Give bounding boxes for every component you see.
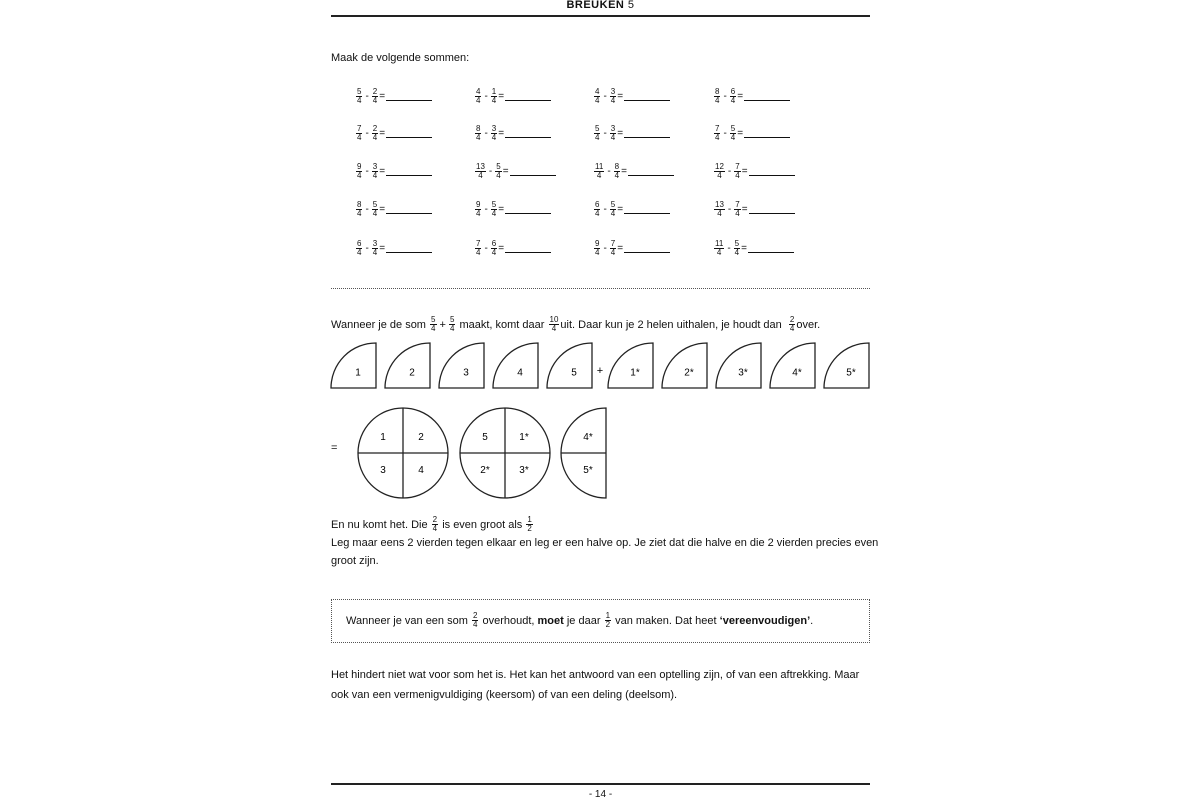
quarter-circle-label: 3	[463, 367, 469, 379]
exercise-equals: =	[741, 243, 747, 254]
answer-blank[interactable]	[505, 244, 551, 253]
answer-blank[interactable]	[749, 205, 795, 214]
answer-blank[interactable]	[505, 205, 551, 214]
exercise-item	[474, 201, 551, 218]
quarter-circle	[331, 343, 376, 388]
circle1-label-4: 4	[418, 465, 424, 476]
exercise-fraction-b: $\frac{5}{4}$	[372, 200, 378, 218]
rule-bold-moet: moet	[537, 614, 564, 627]
quarter-circle-label: 4	[517, 367, 523, 379]
exercise-operator: -	[603, 243, 607, 254]
exercise-fraction-b: $\frac{5}{4}$	[734, 239, 740, 257]
exercise-equals: =	[498, 128, 505, 139]
exercise-operator: -	[365, 128, 369, 139]
half-circle-label-1: 4*	[583, 432, 593, 443]
exercise-fraction-a: $\frac{12}{4}$	[715, 162, 724, 180]
rule-part3: je daar	[566, 614, 601, 627]
exercise-equals: =	[621, 166, 627, 177]
explanation-part4: over.	[796, 318, 821, 331]
rule-part2: overhoudt,	[482, 614, 535, 627]
instruction-text: Maak de volgende sommen:	[331, 52, 470, 64]
exercise-fraction-a: $\frac{8}{4}$	[715, 87, 720, 105]
answer-blank[interactable]	[510, 167, 556, 176]
exercise-operator: -	[727, 166, 732, 177]
page-number: - 14 -	[588, 789, 613, 800]
exercise-fraction-a: $\frac{11}{4}$	[595, 162, 604, 180]
quarter-circle	[824, 343, 869, 388]
compare-fraction-2-4: $\frac{2}{4}$	[432, 515, 438, 533]
exercise-fraction-b: $\frac{7}{4}$	[735, 162, 740, 180]
exercise-equals: =	[617, 204, 624, 215]
answer-blank[interactable]	[386, 129, 432, 138]
header-chapter-number: 5	[627, 0, 635, 11]
exercise-fraction-a: $\frac{4}{4}$	[476, 87, 481, 105]
paragraph1-line1: Leg maar eens 2 vierden tegen elkaar en leg er een halve op. Je ziet dat die halve en die 2 vierden precies even	[331, 537, 879, 549]
answer-blank[interactable]	[628, 167, 674, 176]
exercise-item	[593, 163, 674, 180]
quarter-circle	[493, 343, 538, 388]
quarters-row	[325, 338, 875, 394]
exercise-item	[355, 125, 432, 142]
quarter-circle	[547, 343, 592, 388]
footer-rule	[331, 783, 870, 785]
circle1-label-1: 1	[380, 432, 386, 443]
exercise-item	[713, 201, 795, 218]
quarter-circle	[608, 343, 653, 388]
exercise-fraction-b: $\frac{5}{4}$	[610, 200, 616, 218]
quarter-circle	[716, 343, 761, 388]
exercise-operator: -	[603, 204, 607, 215]
exercise-operator: -	[365, 166, 369, 177]
compare-line	[331, 516, 534, 533]
exercise-item	[355, 163, 432, 180]
half-circle	[561, 408, 606, 498]
rule-end: .	[810, 614, 814, 627]
exercise-equals: =	[741, 166, 748, 177]
paragraph1-line2: groot zijn.	[331, 555, 379, 567]
exercise-fraction-a: $\frac{13}{4}$	[476, 162, 485, 180]
compare-part2: is even groot als	[442, 518, 523, 531]
quarter-circle-label: 1	[355, 367, 361, 379]
explanation-line	[331, 316, 820, 333]
header-title	[331, 0, 870, 11]
quarter-circle-label: 3*	[738, 367, 748, 379]
rule-fraction-1-2: $\frac{1}{2}$	[605, 611, 611, 629]
quarters-plus-sign: +	[596, 365, 604, 377]
fraction-5-4-b: $\frac{5}{4}$	[449, 315, 455, 333]
exercise-equals: =	[379, 166, 386, 177]
exercise-equals: =	[379, 128, 386, 139]
exercise-fraction-b: $\frac{3}{4}$	[610, 124, 616, 142]
answer-blank[interactable]	[624, 205, 670, 214]
answer-blank[interactable]	[748, 244, 794, 253]
exercise-fraction-b: $\frac{2}{4}$	[372, 124, 378, 142]
circle1-label-2: 2	[418, 432, 424, 443]
exercise-fraction-b: $\frac{5}{4}$	[496, 162, 501, 180]
exercise-operator: -	[484, 91, 488, 102]
exercise-item	[713, 240, 794, 257]
exercise-fraction-b: $\frac{1}{4}$	[491, 87, 497, 105]
exercise-fraction-a: $\frac{7}{4}$	[476, 239, 481, 257]
section-divider	[331, 288, 870, 289]
exercise-fraction-a: $\frac{6}{4}$	[357, 239, 362, 257]
answer-blank[interactable]	[386, 205, 432, 214]
exercise-fraction-a: $\frac{7}{4}$	[715, 124, 720, 142]
exercise-operator: -	[488, 166, 493, 177]
quarter-circle	[385, 343, 430, 388]
circle2-label-4: 3*	[519, 465, 529, 476]
answer-blank[interactable]	[749, 167, 795, 176]
quarter-circle-label: 2	[409, 367, 415, 379]
explanation-part1: Wanneer je de som	[331, 318, 426, 331]
exercise-equals: =	[737, 91, 744, 102]
exercise-equals: =	[737, 128, 744, 139]
fraction-2-4: $\frac{2}{4}$	[789, 315, 795, 333]
rule-part4: van maken. Dat heet	[615, 614, 717, 627]
exercise-item	[355, 88, 432, 105]
exercise-item	[593, 125, 670, 142]
exercise-item	[713, 125, 790, 142]
fraction-5-4: $\frac{5}{4}$	[431, 315, 436, 333]
quarter-circle	[439, 343, 484, 388]
rule-part1: Wanneer je van een som	[346, 614, 468, 627]
exercise-item	[474, 240, 551, 257]
exercise-item	[713, 88, 790, 105]
exercise-item	[713, 163, 795, 180]
whole-circle-1	[358, 408, 448, 498]
answer-blank[interactable]	[386, 167, 432, 176]
quarter-circle-label: 1*	[630, 367, 640, 379]
quarter-circle-label: 5*	[846, 367, 856, 379]
rule-box	[331, 599, 870, 643]
exercise-operator: -	[727, 204, 732, 215]
compare-fraction-1-2: $\frac{1}{2}$	[527, 515, 532, 533]
exercise-fraction-b: $\frac{5}{4}$	[730, 124, 736, 142]
explanation-part3: uit. Daar kun je 2 helen uithalen, je houdt dan	[560, 318, 782, 331]
exercise-fraction-b: $\frac{8}{4}$	[614, 162, 620, 180]
exercise-fraction-b: $\frac{3}{4}$	[491, 124, 497, 142]
exercise-fraction-a: $\frac{7}{4}$	[357, 124, 362, 142]
header-title-text: BREUKEN	[566, 0, 625, 11]
quarter-circle-label: 4*	[792, 367, 802, 379]
fraction-10-4: $\frac{10}{4}$	[549, 315, 559, 333]
exercise-fraction-a: $\frac{6}{4}$	[595, 200, 600, 218]
exercise-operator: -	[607, 166, 611, 177]
exercise-item	[474, 125, 551, 142]
paragraph2-line2: ook van een vermenigvuldiging (keersom) of van een deling (deelsom).	[331, 689, 678, 701]
exercise-fraction-a: $\frac{9}{4}$	[476, 200, 481, 218]
exercise-operator: -	[365, 91, 369, 102]
exercise-item	[593, 88, 670, 105]
exercise-equals: =	[498, 91, 505, 102]
exercise-item	[593, 240, 670, 257]
exercise-item	[355, 201, 432, 218]
exercise-equals: =	[617, 128, 624, 139]
circle2-label-3: 2*	[480, 465, 490, 476]
exercise-fraction-a: $\frac{4}{4}$	[595, 87, 600, 105]
answer-blank[interactable]	[505, 92, 551, 101]
exercise-item	[593, 201, 670, 218]
exercise-equals: =	[617, 91, 624, 102]
rule-term: ‘vereenvoudigen’	[719, 614, 811, 627]
explanation-part2: maakt, komt daar	[459, 318, 545, 331]
answer-blank[interactable]	[624, 92, 670, 101]
exercise-operator: -	[603, 128, 607, 139]
quarter-circle	[770, 343, 815, 388]
answer-blank[interactable]	[624, 129, 670, 138]
exercise-fraction-b: $\frac{7}{4}$	[735, 200, 740, 218]
exercise-operator: -	[484, 243, 488, 254]
exercise-fraction-a: $\frac{9}{4}$	[595, 239, 600, 257]
exercise-equals: =	[741, 204, 748, 215]
exercise-equals: =	[617, 243, 624, 254]
exercise-fraction-a: $\frac{8}{4}$	[357, 200, 362, 218]
exercise-equals: =	[379, 91, 386, 102]
exercise-fraction-a: $\frac{11}{4}$	[715, 239, 724, 257]
rule-fraction-2-4: $\frac{2}{4}$	[472, 611, 478, 629]
exercise-operator: -	[365, 204, 369, 215]
exercise-item	[355, 240, 432, 257]
exercise-equals: =	[502, 166, 509, 177]
header-rule	[331, 15, 870, 17]
quarter-circle	[662, 343, 707, 388]
exercise-operator: -	[723, 91, 727, 102]
whole-circle-2	[460, 408, 550, 498]
exercise-fraction-b: $\frac{5}{4}$	[491, 200, 497, 218]
exercise-item	[474, 88, 551, 105]
exercise-fraction-b: $\frac{3}{4}$	[610, 87, 616, 105]
answer-blank[interactable]	[505, 129, 551, 138]
exercise-fraction-b: $\frac{3}{4}$	[372, 162, 378, 180]
circles-diagram	[355, 405, 615, 503]
exercise-fraction-a: $\frac{13}{4}$	[715, 200, 724, 218]
exercise-equals: =	[379, 204, 386, 215]
exercise-operator: -	[723, 128, 727, 139]
exercise-equals: =	[379, 243, 386, 254]
exercise-operator: -	[365, 243, 369, 254]
exercise-equals: =	[498, 243, 505, 254]
exercise-fraction-a: $\frac{8}{4}$	[476, 124, 481, 142]
half-circle-label-2: 5*	[583, 465, 593, 476]
answer-blank[interactable]	[386, 92, 432, 101]
circles-equals-sign: =	[331, 442, 338, 454]
exercise-operator: -	[484, 128, 488, 139]
exercise-operator: -	[484, 204, 488, 215]
exercise-fraction-b: $\frac{3}{4}$	[372, 239, 378, 257]
exercise-fraction-b: $\frac{2}{4}$	[372, 87, 378, 105]
circle2-label-2: 1*	[519, 432, 529, 443]
answer-blank[interactable]	[624, 244, 670, 253]
exercise-fraction-a: $\frac{9}{4}$	[357, 162, 362, 180]
rule-box-text	[346, 612, 813, 629]
paragraph2-line1: Het hindert niet wat voor som het is. Het kan het antwoord van een optelling zijn, of van een aftrekking. Maar	[331, 669, 860, 681]
exercise-equals: =	[498, 204, 505, 215]
answer-blank[interactable]	[744, 92, 790, 101]
exercise-fraction-b: $\frac{6}{4}$	[491, 239, 497, 257]
exercise-operator: -	[727, 243, 731, 254]
answer-blank[interactable]	[744, 129, 790, 138]
exercise-fraction-a: $\frac{5}{4}$	[357, 87, 362, 105]
explanation-plus: +	[439, 318, 446, 331]
exercise-item	[474, 163, 556, 180]
compare-part1: En nu komt het. Die	[331, 518, 428, 531]
exercise-fraction-b: $\frac{6}{4}$	[730, 87, 736, 105]
exercise-operator: -	[603, 91, 607, 102]
quarter-circle-label: 2*	[684, 367, 694, 379]
circle1-label-3: 3	[380, 465, 386, 476]
circle2-label-1: 5	[482, 432, 488, 443]
exercise-fraction-a: $\frac{5}{4}$	[595, 124, 600, 142]
answer-blank[interactable]	[386, 244, 432, 253]
quarter-circle-label: 5	[571, 367, 577, 379]
exercise-fraction-b: $\frac{7}{4}$	[610, 239, 616, 257]
